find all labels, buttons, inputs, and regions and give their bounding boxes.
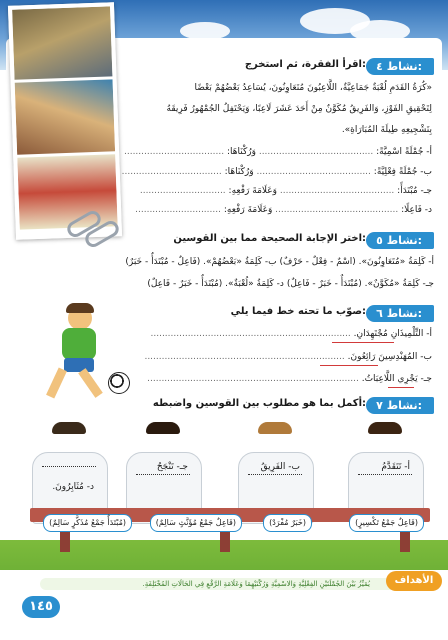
choice-options[interactable]: (مُبْتَدَأٌ - خَبَرٌ - فَاعِلٌ) bbox=[147, 279, 223, 289]
item-tail: وَعَلَامَةَ رَفْعِهِ: bbox=[228, 186, 277, 196]
correction-item bbox=[144, 352, 432, 362]
answer-blank[interactable] bbox=[358, 474, 412, 475]
hint-tag: (فَاعِلٌ جَمْعُ تَكْسِيرٍ) bbox=[349, 514, 424, 532]
photo-collage bbox=[8, 2, 122, 240]
item-prefix: أ- جُمْلَةً اسْمِيَّةً: bbox=[376, 147, 432, 157]
answer-blank[interactable] bbox=[248, 474, 302, 475]
player-hair bbox=[258, 422, 292, 434]
player-label: جـ- تَنْجَحُ bbox=[156, 462, 188, 472]
choice-question: جـ- كَلِمَةُ «مُكَوَّنٌ». bbox=[364, 279, 434, 289]
extract-item-d bbox=[135, 205, 432, 215]
answer-blank[interactable]: .......................................................................... bbox=[147, 374, 359, 384]
paragraph-line: بِتَشْجِيعِهِ طِيلَةَ المُبَارَاةِ». bbox=[341, 125, 432, 135]
answer-blank[interactable]: .............................. bbox=[139, 186, 226, 196]
player-hair bbox=[368, 422, 402, 434]
activity4-badge: نشاط ٤: bbox=[366, 58, 434, 75]
answer-blank[interactable]: ........................................... bbox=[272, 205, 399, 215]
choice-question: ب- كَلِمَةُ «بَعْضُهُمْ». bbox=[203, 257, 277, 267]
soccer-ball-icon bbox=[108, 372, 130, 394]
museum-photo bbox=[12, 6, 112, 79]
choice-options[interactable]: (مُبْتَدَأٌ - خَبَرٌ - فَاعِلٌ) bbox=[286, 279, 362, 289]
hint-tag: (خَبَرٌ مُفْرَدٌ) bbox=[263, 514, 312, 532]
answer-blank[interactable]: ................................... bbox=[123, 147, 225, 157]
goal-badge: الأهداف bbox=[386, 571, 442, 591]
error-underline bbox=[388, 387, 414, 388]
player-hair bbox=[52, 422, 86, 434]
choice-options[interactable]: (فَاعِلٌ - مُبْتَدَأٌ - خَبَرٌ) bbox=[125, 257, 201, 267]
player-hair bbox=[146, 422, 180, 434]
item-tail: وَرُكْنَاهَا: bbox=[227, 147, 256, 157]
player-label: أ- تَتَقَدَّمُ bbox=[381, 462, 410, 472]
answer-blank[interactable]: ........................................ bbox=[255, 147, 374, 157]
book-cover-photo bbox=[17, 154, 117, 229]
paragraph-line: لِتَحْقِيقِ الفَوْزِ، وَالفَرِيقُ مُكَوَّنٌ مِنْ أَحَدَ عَشَرَ لَاعِبًا، وَيَحْتَفِلُ الجُمْهُورُ فَرِيقَهُ bbox=[166, 104, 432, 114]
football-boy-illustration bbox=[42, 306, 112, 398]
player-label: د- مُثَابِرُونَ. bbox=[52, 482, 94, 492]
answer-blank[interactable]: ........................................ bbox=[253, 167, 371, 177]
correction-sentence: جـ- يَجْرِي اللَّاعِبَاتُ. bbox=[361, 374, 432, 384]
choice-question: أ- كَلِمَةُ «مُتَعَاوِنُونَ». bbox=[358, 257, 434, 267]
correction-sentence: أ- التِّلْمِيذَانِ مُجْتَهِدَانِ. bbox=[353, 329, 432, 339]
answer-blank[interactable] bbox=[136, 474, 190, 475]
classroom-photo bbox=[15, 79, 115, 154]
activity6-badge: نشاط ٦: bbox=[366, 305, 434, 322]
extract-item-c bbox=[140, 186, 432, 196]
activity7-badge: نشاط ٧: bbox=[366, 397, 434, 414]
extract-item-a bbox=[124, 147, 432, 157]
item-tail: وَعَلَامَةَ رَفْعِهِ: bbox=[223, 205, 273, 215]
hint-tag: (مُبْتَدَأٌ جَمْعُ مُذَكَّرٍ سَالِمٌ) bbox=[43, 514, 132, 532]
paragraph-line: «كُرَةُ القَدَمِ لُعْبَةٌ جَمَاعِيَّةٌ، اللَّاعِبُونَ مُتَعَاوِنُونَ، يُسَاعِدُ بَعْضُهُمْ بَعْضًا bbox=[194, 83, 432, 93]
choice-row bbox=[125, 257, 434, 267]
activity7-title: أكمل بما هو مطلوب بين القوسين واضبطه: bbox=[152, 398, 366, 409]
answer-blank[interactable]: ................................... bbox=[121, 167, 222, 177]
answer-blank[interactable]: ........................................ bbox=[277, 186, 395, 196]
choice-options[interactable]: (اسْمٌ - فِعْلٌ - حَرْفٌ) bbox=[279, 257, 356, 267]
answer-blank[interactable]: ...................................................................... bbox=[150, 329, 351, 339]
correction-sentence: ب- المُهَنْدِسِينَ رَائِعُونَ. bbox=[347, 352, 432, 362]
answer-blank[interactable]: ...................................................................... bbox=[144, 352, 345, 362]
answer-blank[interactable] bbox=[42, 466, 96, 467]
page-number: ١٤٥ bbox=[22, 596, 60, 618]
activity5-badge: نشاط ٥: bbox=[366, 232, 434, 249]
item-prefix: جـ- مُبْتَدَأً: bbox=[397, 186, 432, 196]
choice-question: د- كَلِمَةُ «لُعْبَةٌ». bbox=[225, 279, 284, 289]
activity6-title: صوّب ما تحته خط فيما يلي: bbox=[230, 306, 366, 317]
goal-text: يُمَيِّزُ بَيْنَ الجُمْلَتَيْنِ الفِعْلِيَّةِ وَالاسْمِيَّةِ وَرُكْنَيْهِمَا وَعَلَامَةِ الرَّفْعِ فِي الحَالَاتِ المُخْتَلِفَةِ. bbox=[40, 578, 430, 590]
choice-row bbox=[147, 279, 434, 289]
activity5-title: اختر الإجابة الصحيحة مما بين القوسين: bbox=[173, 233, 366, 244]
item-prefix: د- فَاعِلًا: bbox=[401, 205, 432, 215]
player-label: ب- الفَرِيقُ bbox=[260, 462, 300, 472]
error-underline bbox=[320, 365, 378, 366]
item-tail: وَرُكْنَاهَا: bbox=[224, 167, 254, 177]
item-prefix: ب- جُمْلَةً فِعْلِيَّةً: bbox=[373, 167, 432, 177]
extract-item-b bbox=[122, 167, 432, 177]
correction-item bbox=[147, 374, 432, 384]
answer-blank[interactable]: .............................. bbox=[135, 205, 221, 215]
hint-tag: (فَاعِلٌ جَمْعُ مُؤَنَّثٍ سَالِمٌ) bbox=[150, 514, 242, 532]
activity4-title: اقرأ الفقرة، ثم استخرج: bbox=[244, 59, 366, 70]
correction-item bbox=[151, 329, 433, 339]
error-underline bbox=[332, 342, 394, 343]
